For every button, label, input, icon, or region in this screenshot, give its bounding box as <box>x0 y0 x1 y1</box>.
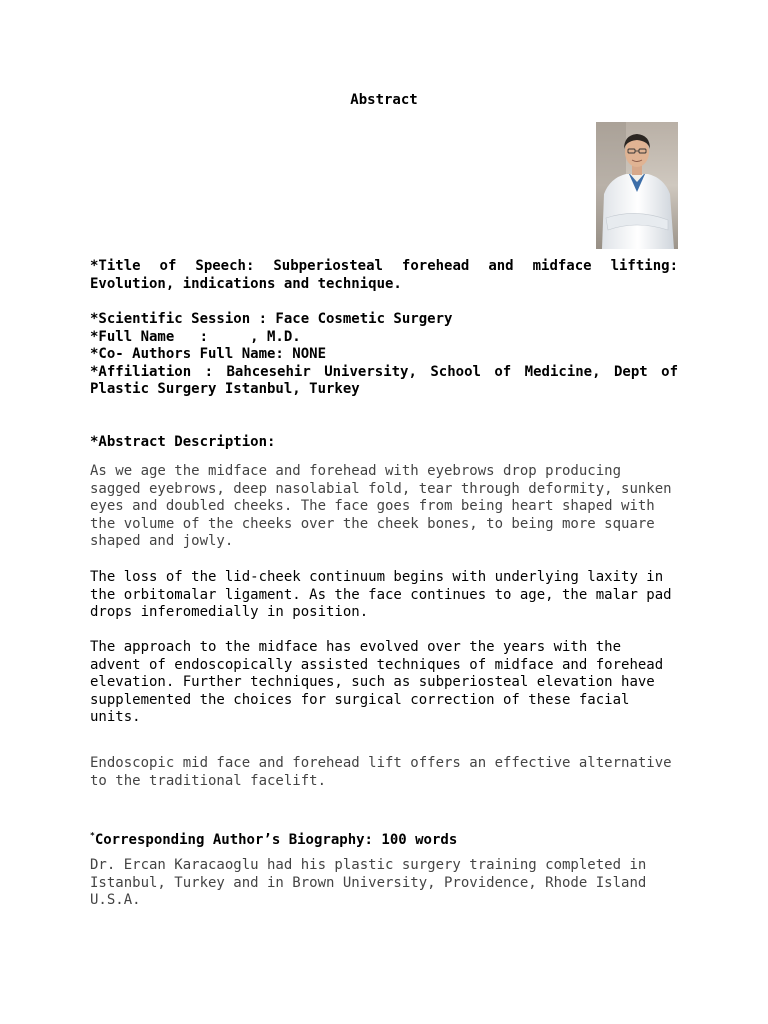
speech-title: *Title of Speech: Subperiosteal forehead and midface lifting: Evolution, indications and technique. <box>90 258 678 292</box>
page-title: Abstract <box>350 92 418 108</box>
abstract-heading: *Abstract Description: <box>90 434 276 450</box>
abstract-paragraph-1: As we age the midface and forehead with eyebrows drop producing sagged eyebrows, deep nasolabial fold, tear through deformity, sunken eyes and doubled cheeks. The face goes from being heart shaped with the volume of the cheeks over the cheek bones, to being more square shaped and jowly. <box>90 463 672 550</box>
biography-heading <box>90 827 678 850</box>
full-name: *Full Name : , M.D. <box>90 328 301 345</box>
session-details <box>90 311 678 399</box>
co-authors: *Co- Authors Full Name: NONE <box>90 346 327 363</box>
affiliation: *Affiliation : Bahcesehir University, School of Medicine, Dept of Plastic Surgery Istanbul, Turkey <box>90 363 678 398</box>
scientific-session: *Scientific Session : Face Cosmetic Surgery <box>90 311 453 327</box>
biography-heading-text: Corresponding Author’s Biography: 100 words <box>94 832 458 848</box>
abstract-paragraph-3: The approach to the midface has evolved over the years with the advent of endoscopically assisted techniques of midface and forehead elevation. Further techniques, such as subperiosteal elevation have supplemented the choices for surgical correction of these facial units. <box>90 639 664 726</box>
author-photo <box>596 122 678 249</box>
biography-marker: * <box>90 831 95 840</box>
abstract-paragraph-4: Endoscopic mid face and forehead lift offers an effective alternative to the traditional facelift. <box>90 755 672 789</box>
biography-text: Dr. Ercan Karacaoglu had his plastic surgery training completed in Istanbul, Turkey and in Brown University, Providence, Rhode Island U.S.A. <box>90 857 647 909</box>
abstract-paragraph-2: The loss of the lid-cheek continuum begins with underlying laxity in the orbitomalar ligament. As the face continues to age, the malar pad drops inferomedially in position. <box>90 569 672 621</box>
